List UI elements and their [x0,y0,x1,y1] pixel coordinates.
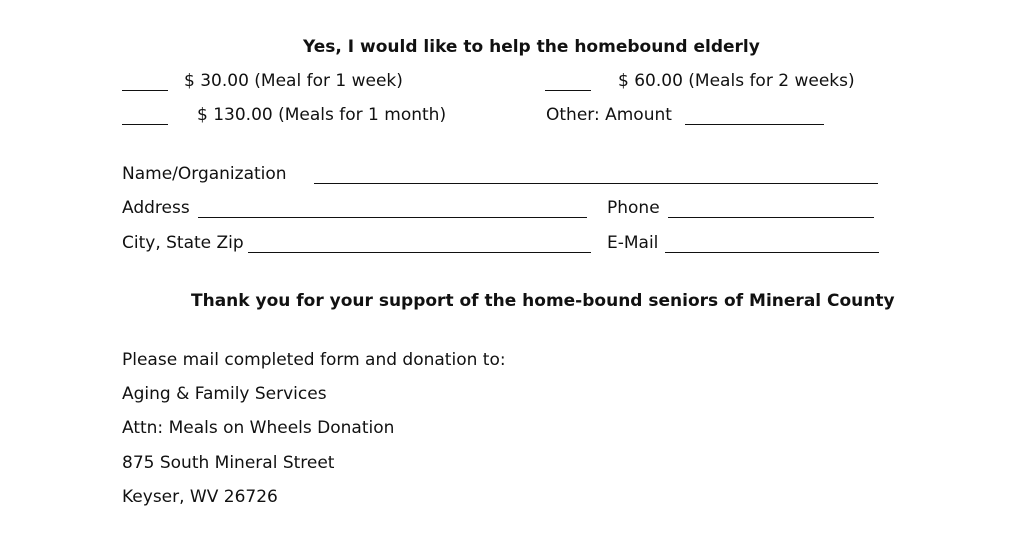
option-130-label: $ 130.00 (Meals for 1 month) [197,105,447,125]
option-60-blank[interactable] [545,90,591,91]
address-field-label: Address [122,198,190,218]
option-other-label: Other: Amount [546,105,672,125]
option-130-blank[interactable] [122,124,168,125]
mailing-attention: Attn: Meals on Wheels Donation [122,418,395,438]
name-field[interactable] [314,183,878,184]
form-heading: Yes, I would like to help the homebound elderly [303,37,760,57]
option-30-blank[interactable] [122,90,168,91]
address-field[interactable] [198,217,587,218]
email-field[interactable] [665,252,879,253]
option-60-label: $ 60.00 (Meals for 2 weeks) [618,71,855,91]
other-amount-field[interactable] [685,124,824,125]
mailing-street: 875 South Mineral Street [122,453,335,473]
mailing-city: Keyser, WV 26726 [122,487,278,507]
mailing-intro: Please mail completed form and donation to: [122,350,506,370]
phone-field[interactable] [668,217,874,218]
city-field-label: City, State Zip [122,233,244,253]
mailing-organization: Aging & Family Services [122,384,327,404]
option-30-label: $ 30.00 (Meal for 1 week) [184,71,403,91]
phone-field-label: Phone [607,198,660,218]
thank-you-message: Thank you for your support of the home-bound seniors of Mineral County [191,291,895,311]
email-field-label: E-Mail [607,233,659,253]
city-state-zip-field[interactable] [248,252,591,253]
name-field-label: Name/Organization [122,164,287,184]
